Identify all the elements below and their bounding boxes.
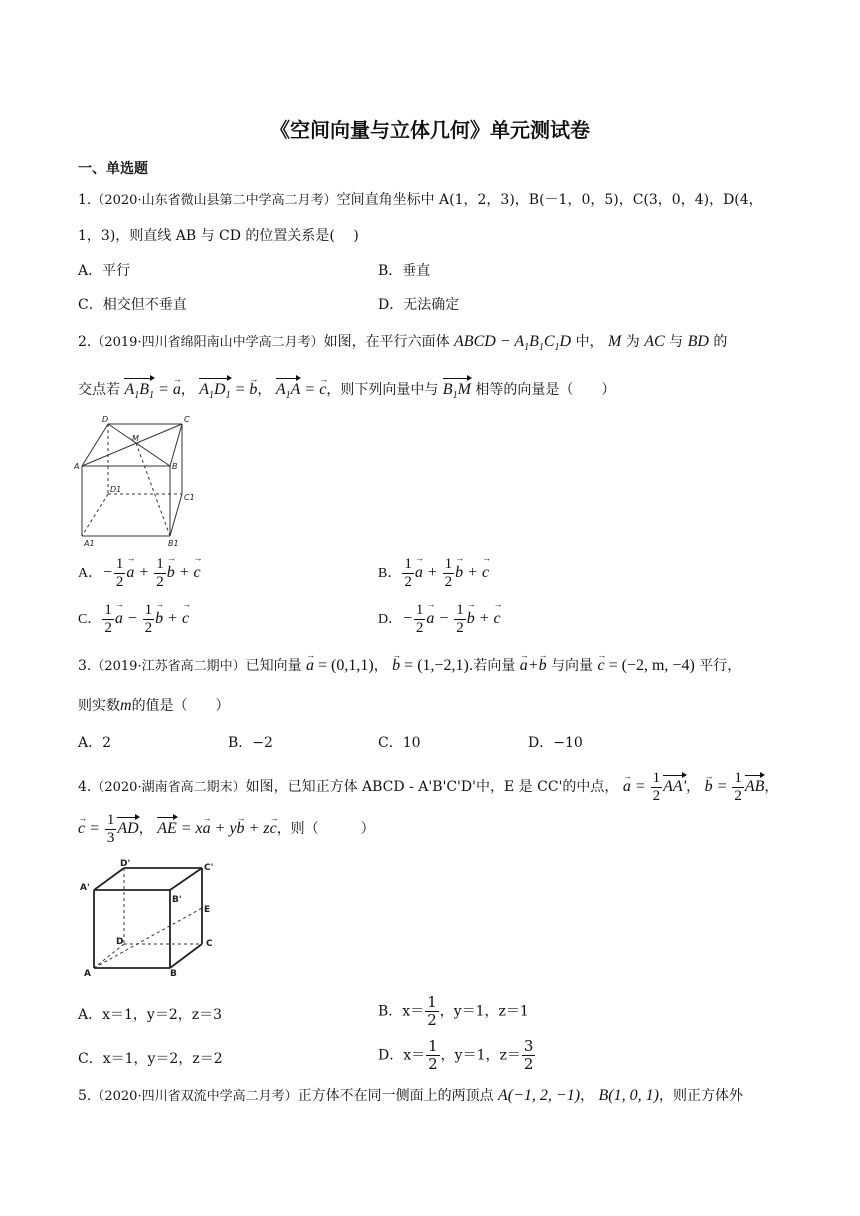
option-b: B． $\frac{1}{2}$ a → + $\frac{1}{2}$ b → + c → [378, 556, 489, 591]
fig-label: B' [172, 895, 182, 905]
vector-equation: $A_1A = c$ → [276, 381, 326, 398]
option-c: C．10 [378, 735, 421, 751]
option-c: C．x＝1，y＝2，z＝2 [78, 1051, 223, 1067]
question-2-line-2: 交点若 $A_1B_1 = a$ →， $A_1D_1 = b$ →， $A_1A = c$ →，则下列向量中与 $B_1M$ 相等的向量是（ ） [78, 380, 615, 406]
option-b: B．−2 [228, 735, 273, 751]
question-4-line-1: 4.（2020·湖南省高二期末）如图，已知正方体 ABCD - A'B'C'D'中，E 是 CC'的中点， a → = $\frac{1}{2}$ AA'， b → = $\frac{1}{2}$ AB， [78, 770, 778, 805]
option-b: B．x＝ $\frac{1}{2}$ ，y＝1，z＝1 [378, 993, 529, 1029]
vector-equation: $A_1B_1 = a$ → [124, 381, 180, 398]
fig-label: A [74, 462, 80, 471]
vector-b1m: $B_1M$ [443, 381, 471, 398]
option-c: C． $\frac{1}{2}$ a → − $\frac{1}{2}$ b → + c → [78, 602, 189, 637]
option-a: A．x＝1，y＝2，z＝3 [78, 1007, 223, 1023]
fig-label: D' [120, 859, 131, 869]
option-d: D．−10 [528, 735, 583, 751]
question-2-line-1: 2.（2019·四川省绵阳南山中学高二月考）如图，在平行六面体 ABCD − $A_1B_1C_1D$ 中， M 为 AC 与 BD 的 [78, 333, 728, 354]
cube-figure [78, 858, 228, 978]
option-b: B．垂直 [378, 263, 431, 279]
option-d: D．x＝ $\frac{1}{2}$ ，y＝1，z＝ $\frac{3}{2}$ [378, 1037, 534, 1073]
question-source: （2020·山东省微山县第二中学高二月考） [91, 193, 337, 208]
question-text: 空间直角坐标中 A(1，2，3)，B(－1，0，5)，C(3，0，4)，D(4， [336, 192, 763, 208]
page-title: 《空间向量与立体几何》单元测试卷 [270, 118, 590, 142]
fig-label: C [184, 415, 190, 424]
fig-label: D [102, 415, 109, 424]
question-1-line-1 [78, 190, 763, 211]
option-a: A．2 [78, 735, 112, 751]
fig-label: C' [204, 863, 214, 873]
fig-label: B [172, 462, 178, 471]
fig-label: B1 [168, 539, 179, 548]
fig-label: D1 [110, 485, 122, 494]
fig-label: C1 [184, 493, 195, 502]
option-a: A．− $\frac{1}{2}$ a → + $\frac{1}{2}$ b → + c → [78, 556, 201, 591]
question-3-line-1: 3.（2019·江苏省高二期中）已知向量 a → = (0,1,1)， b → = (1,−2,1).若向量 a →+b → 与向量 c → = (−2, m, −4) 平行， [78, 656, 741, 677]
fig-label: D [116, 937, 124, 947]
option-d: D．− $\frac{1}{2}$ a → − $\frac{1}{2}$ b → + c → [378, 602, 501, 637]
fig-label: B [170, 969, 177, 978]
option-c: C．相交但不垂直 [78, 297, 187, 313]
fig-label: A' [80, 883, 90, 893]
question-source: （2019·四川省绵阳南山中学高二月考） [91, 335, 324, 350]
question-number: 2. [78, 334, 92, 350]
question-text: 如图，在平行六面体 [323, 334, 450, 350]
parallelepiped-figure [74, 412, 204, 548]
fig-label: A1 [84, 539, 95, 548]
question-1-line-2: 1，3)，则直线 AB 与 CD 的位置关系是( ) [78, 228, 359, 244]
question-3-line-2: 则实数m的值是（ ） [78, 697, 230, 714]
solid-name: ABCD − $A_1B_1C_1D$ [454, 333, 572, 354]
fig-label: C [206, 939, 213, 949]
section-heading: 一、单选题 [78, 161, 148, 177]
fig-label: M [132, 434, 139, 443]
fig-label: A [84, 969, 91, 978]
option-d: D．无法确定 [378, 297, 460, 313]
option-a: A．平行 [78, 263, 131, 279]
fig-label: E [204, 905, 211, 915]
question-4-line-2: c → = $\frac{1}{3}$ AD， AE = xa → + yb → + zc →，则（ ） [78, 812, 375, 847]
question-5-line-1: 5.（2020·四川省双流中学高二月考）正方体不在同一侧面上的两顶点 A(−1, 2, −1)， B(1, 0, 1)，则正方体外 [78, 1087, 743, 1104]
question-number: 1. [78, 192, 92, 208]
vector-equation: $A_1D_1 = b$ → [199, 381, 257, 398]
